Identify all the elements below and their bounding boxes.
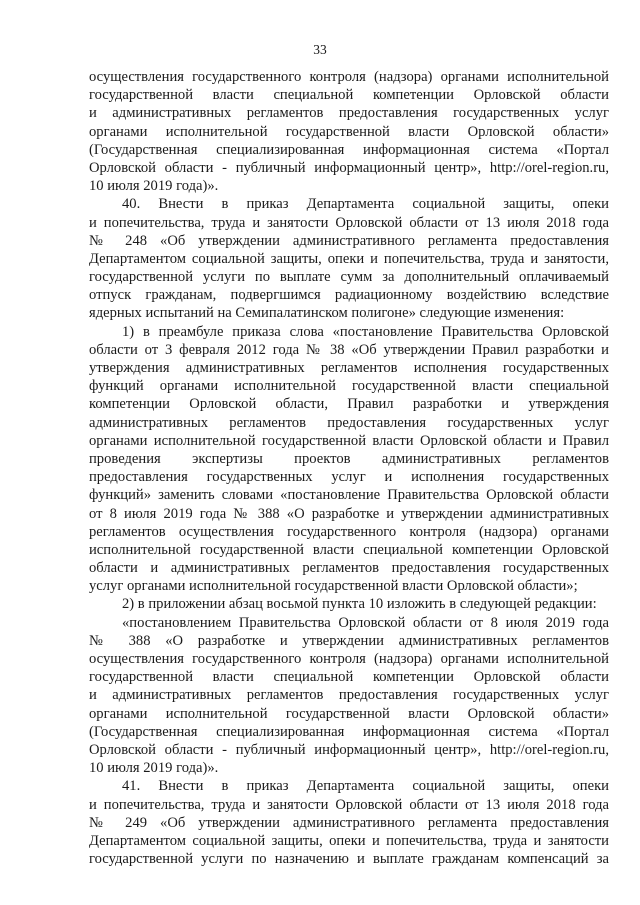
- page-number: 33: [313, 42, 327, 57]
- text-line: утверждения административных регламентов исполнения государственных: [89, 360, 609, 376]
- text-line: 2) в приложении абзац восьмой пункта 10 изложить в следующей редакции:: [122, 596, 597, 613]
- text-line: 41. Внести в приказ Департамента социальной защиты, опеки: [122, 778, 609, 795]
- text-line: Орловской области - публичный информационный центр», http://orel-region.ru,: [89, 159, 609, 176]
- text-line: осуществления государственного контроля (надзора) органами исполнительной: [89, 69, 609, 85]
- text-line: функций» заменить словами «постановление Правительства Орловской области: [89, 487, 609, 504]
- text-line: (Государственная специализированная информационная система «Портал: [89, 723, 609, 740]
- text-line: области от 3 февраля 2012 года № 38 «Об утверждении Правил разработки и: [89, 341, 609, 358]
- text-line: осуществления государственного контроля (надзора) органами исполнительной: [89, 651, 609, 667]
- text-line: № 388 «О разработке и утверждении административных регламентов: [89, 632, 609, 649]
- text-line: 1) в преамбуле приказа слова «постановление Правительства Орловской: [122, 323, 609, 340]
- text-line: Орловской области - публичный информационный центр», http://orel-region.ru,: [89, 741, 609, 758]
- text-line: проведения экспертизы проектов административных регламентов: [89, 450, 609, 467]
- text-line: исполнительной государственной власти специальной компетенции Орловской: [89, 541, 609, 558]
- text-line: № 248 «Об утверждении административного регламента предоставления: [89, 232, 609, 249]
- text-line: функций органами исполнительной государственной власти специальной: [89, 378, 609, 395]
- text-line: компетенции Орловской области, Правил разработки и утверждения: [89, 396, 609, 413]
- text-line: и попечительства, труда и занятости Орловской области от 13 июля 2018 года: [89, 214, 609, 231]
- text-line: и попечительства, труда и занятости Орловской области от 13 июля 2018 года: [89, 796, 609, 813]
- text-line: государственной услуги по назначению и выплате гражданам компенсаций за: [89, 851, 609, 868]
- text-line: 10 июля 2019 года)».: [89, 178, 219, 195]
- text-line: государственной услуги по выплате сумм за дополнительный оплачиваемый: [89, 269, 609, 286]
- text-line: области и административных регламентов предоставления государственных: [89, 560, 609, 577]
- text-line: отпуск гражданам, подвергшимся радиационному воздействию вследствие: [89, 287, 609, 304]
- text-line: 10 июля 2019 года)».: [89, 760, 219, 777]
- text-line: органами исполнительной государственной власти Орловской области»: [89, 123, 609, 140]
- text-line: № 249 «Об утверждении административного регламента предоставления: [89, 814, 609, 831]
- text-line: государственной власти специальной компетенции Орловской области: [89, 669, 609, 686]
- text-line: предоставления государственных услуг и исполнения государственных: [89, 469, 609, 486]
- text-line: и административных регламентов предоставления государственных услуг: [89, 687, 609, 704]
- text-line: органами исполнительной государственной власти Орловской области»: [89, 705, 609, 722]
- text-line: 40. Внести в приказ Департамента социальной защиты, опеки: [122, 196, 609, 213]
- text-line: регламентов осуществления государственного контроля (надзора) органами: [89, 523, 609, 540]
- text-line: (Государственная специализированная информационная система «Портал: [89, 141, 609, 158]
- text-line: услуг органами исполнительной государственной власти Орловской области»;: [89, 578, 578, 595]
- text-line: органами исполнительной государственной власти Орловской области и Правил: [89, 432, 609, 449]
- text-line: государственной власти специальной компетенции Орловской области: [89, 87, 609, 104]
- text-line: и административных регламентов предоставления государственных услуг: [89, 105, 609, 122]
- text-line: от 8 июля 2019 года № 388 «О разработке и утверждении административных: [89, 505, 609, 522]
- text-line: Департаментом социальной защиты, опеки и попечительства, труда и занятости: [89, 832, 609, 849]
- text-line: административных регламентов предоставления государственных услуг: [89, 414, 609, 431]
- text-line: «постановлением Правительства Орловской области от 8 июля 2019 года: [122, 614, 609, 631]
- text-line: Департаментом социальной защиты, опеки и попечительства, труда и занятости,: [89, 250, 609, 267]
- document-body: [89, 68, 609, 868]
- text-line: ядерных испытаний на Семипалатинском полигоне» следующие изменения:: [89, 305, 565, 322]
